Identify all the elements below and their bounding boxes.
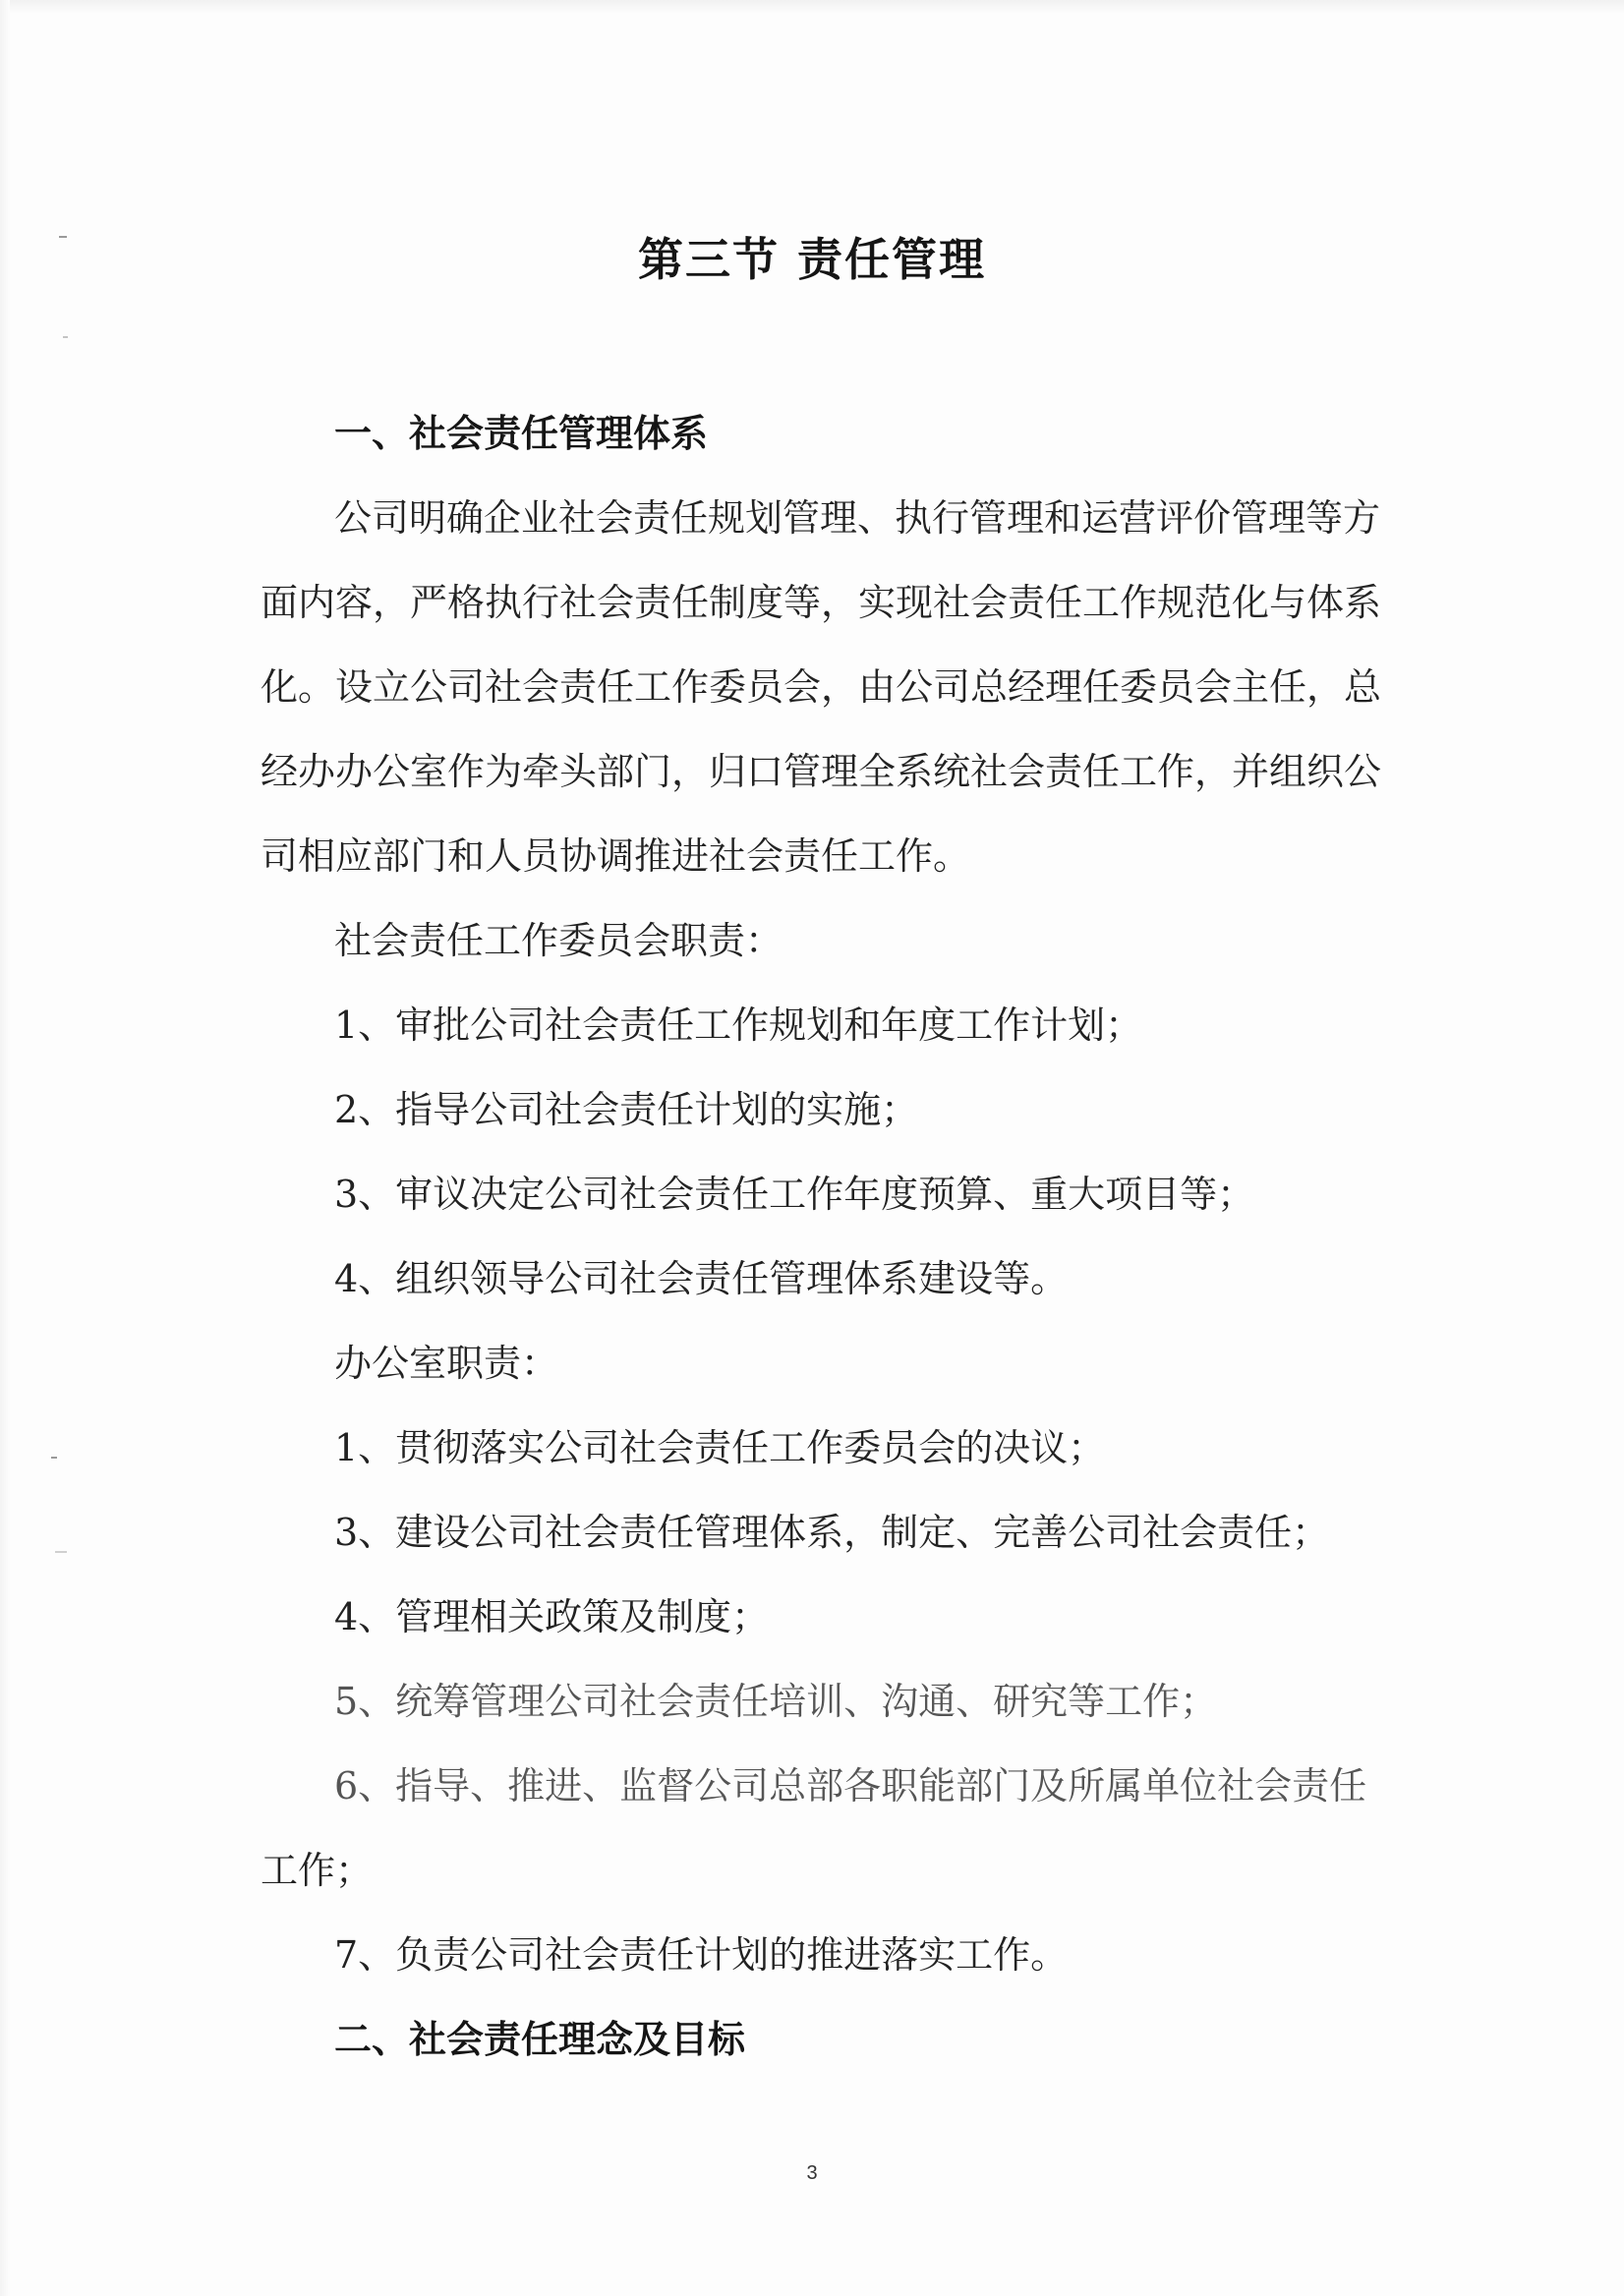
page-number: 3 <box>806 2162 818 2184</box>
office-duties-heading: 办公室职责： <box>334 1342 559 1385</box>
scan-edge-top <box>0 0 1624 14</box>
list-item: 2、指导公司社会责任计划的实施； <box>334 1088 919 1131</box>
scan-speck <box>55 1551 67 1553</box>
list-item: 4、管理相关政策及制度； <box>334 1595 770 1638</box>
list-item: 1、贯彻落实公司社会责任工作委员会的决议； <box>334 1426 1106 1469</box>
list-item: 7、负责公司社会责任计划的推进落实工作。 <box>334 1933 1069 1977</box>
list-item: 4、组织领导公司社会责任管理体系建设等。 <box>334 1257 1069 1300</box>
list-item: 5、统筹管理公司社会责任培训、沟通、研究等工作； <box>334 1680 1218 1723</box>
scan-speck <box>51 1457 57 1459</box>
list-item: 3、审议决定公司社会责任工作年度预算、重大项目等； <box>334 1173 1255 1216</box>
paragraph-line: 经办办公室作为牵头部门，归口管理全系统社会责任工作，并组织公 <box>261 750 1382 793</box>
list-item: 6、指导、推进、监督公司总部各职能部门及所属单位社会责任 <box>334 1764 1367 1808</box>
scan-speck <box>63 336 68 338</box>
paragraph-line: 面内容，严格执行社会责任制度等，实现社会责任工作规范化与体系 <box>261 581 1382 624</box>
committee-duties-heading: 社会责任工作委员会职责： <box>334 919 783 962</box>
list-item: 3、建设公司社会责任管理体系，制定、完善公司社会责任； <box>334 1511 1330 1554</box>
paragraph-line: 司相应部门和人员协调推进社会责任工作。 <box>261 834 971 878</box>
list-item: 1、审批公司社会责任工作规划和年度工作计划； <box>334 1004 1143 1047</box>
paragraph-line: 化。设立公司社会责任工作委员会，由公司总经理任委员会主任，总 <box>261 665 1382 709</box>
page-title: 第三节 责任管理 <box>637 233 986 286</box>
list-item-continuation: 工作； <box>261 1849 374 1892</box>
section-heading-2: 二、社会责任理念及目标 <box>334 2018 746 2061</box>
paragraph-line: 公司明确企业社会责任规划管理、执行管理和运营评价管理等方 <box>334 496 1381 540</box>
scan-edge-left <box>0 0 10 2296</box>
section-heading-1: 一、社会责任管理体系 <box>334 412 709 455</box>
